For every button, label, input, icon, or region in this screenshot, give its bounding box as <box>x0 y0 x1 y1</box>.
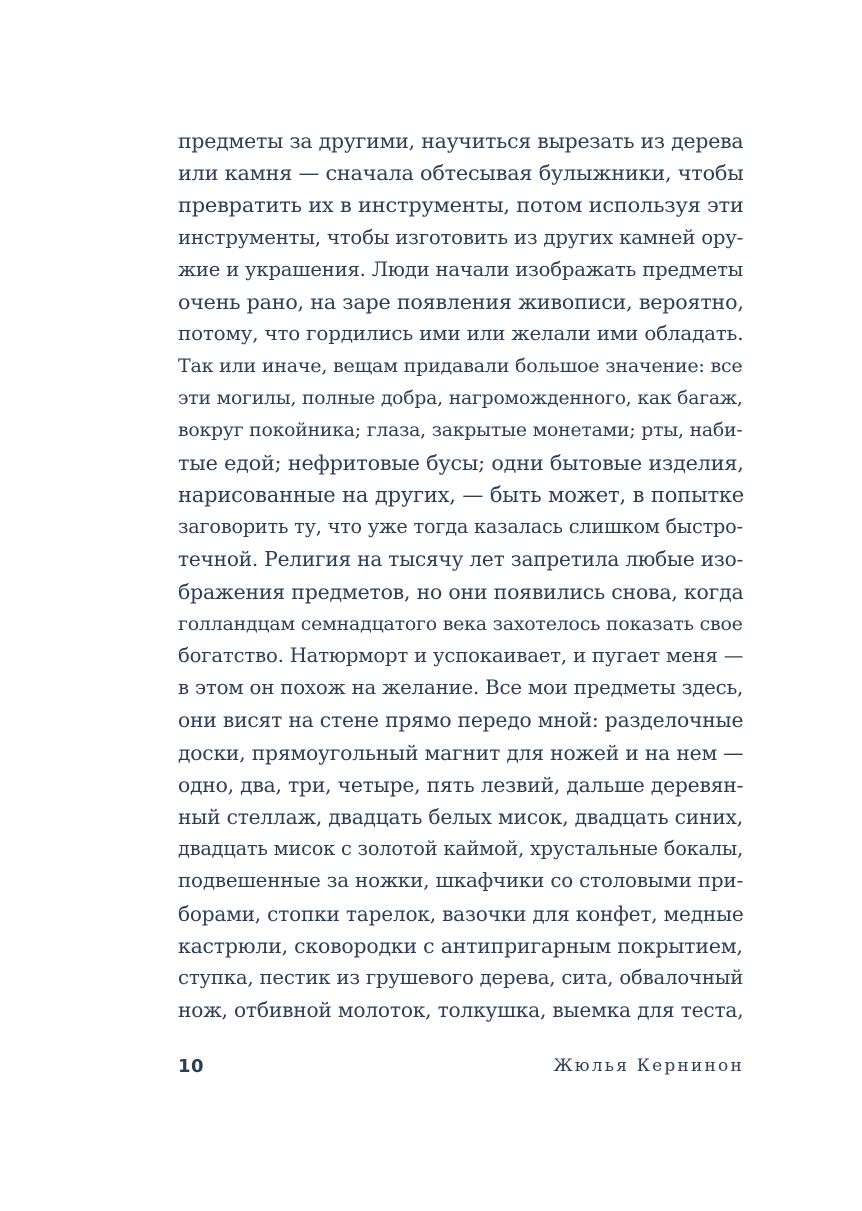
text-line: очень рано, на заре появления живописи, вероятно, <box>178 289 744 314</box>
text-line: или камня — сначала обтесывая булыжники, чтобы <box>178 161 744 186</box>
text-line: доски, прямоугольный магнит для ножей и на нем — <box>178 740 744 765</box>
text-line: в этом он похож на желание. Все мои предметы здесь, <box>178 676 744 700</box>
text-line: нож, отбивной молоток, толкушка, выемка для теста, <box>178 998 744 1023</box>
page-number: 10 <box>178 1056 205 1077</box>
text-line: предметы за другими, научиться вырезать из дерева <box>178 129 744 153</box>
text-line: двадцать мисок с золотой каймой, хрустальные бокалы, <box>178 837 744 861</box>
text-line: они висят на стене прямо передо мной: разделочные <box>178 708 744 733</box>
text-line: ный стеллаж, двадцать белых мисок, двадцать синих, <box>178 804 743 829</box>
text-line: одно, два, три, четыре, пять лезвий, дальше деревян- <box>178 772 744 797</box>
text-line: потому, что гордились ими или желали ими обладать. <box>178 322 744 346</box>
text-line: инструменты, чтобы изготовить из других камней ору- <box>178 225 744 249</box>
text-line: тые едой; нефритовые бусы; одни бытовые изделия, <box>178 450 744 475</box>
text-line: ступка, пестик из грушевого дерева, сита, обвалочный <box>178 965 744 989</box>
text-line: нарисованные на других, — быть может, в попытке <box>178 483 745 508</box>
text-line: подвешенные за ножки, шкафчики со столовыми при- <box>178 869 743 893</box>
text-line: превратить их в инструменты, потом используя эти <box>178 193 744 218</box>
text-line: вокруг покойника; глаза, закрытые монетами; рты, наби- <box>178 419 743 441</box>
text-line: кастрюли, сковородки с антипригарным покрытием, <box>178 933 743 958</box>
text-line: заговорить ту, что уже тогда казалась слишком быстро- <box>178 515 743 539</box>
body-text <box>178 125 744 1026</box>
text-line: борами, стопки тарелок, вазочки для конфет, медные <box>178 901 744 926</box>
running-head-author: Жюлья Кернинон <box>553 1056 744 1076</box>
page-footer <box>178 1052 744 1082</box>
text-line: бражения предметов, но они появились снова, когда <box>178 579 744 604</box>
text-line: эти могилы, полные добра, нагроможденного, как багаж, <box>178 387 743 409</box>
text-line: Так или иначе, вещам придавали большое значение: все <box>178 355 743 378</box>
text-line: жие и украшения. Люди начали изображать предметы <box>178 257 744 281</box>
text-line: течной. Религия на тысячу лет запретила любые изо- <box>178 547 744 572</box>
text-line: богатство. Натюрморт и успокаивает, и пугает меня — <box>178 644 744 667</box>
text-line: голландцам семнадцатого века захотелось показать свое <box>178 612 743 635</box>
